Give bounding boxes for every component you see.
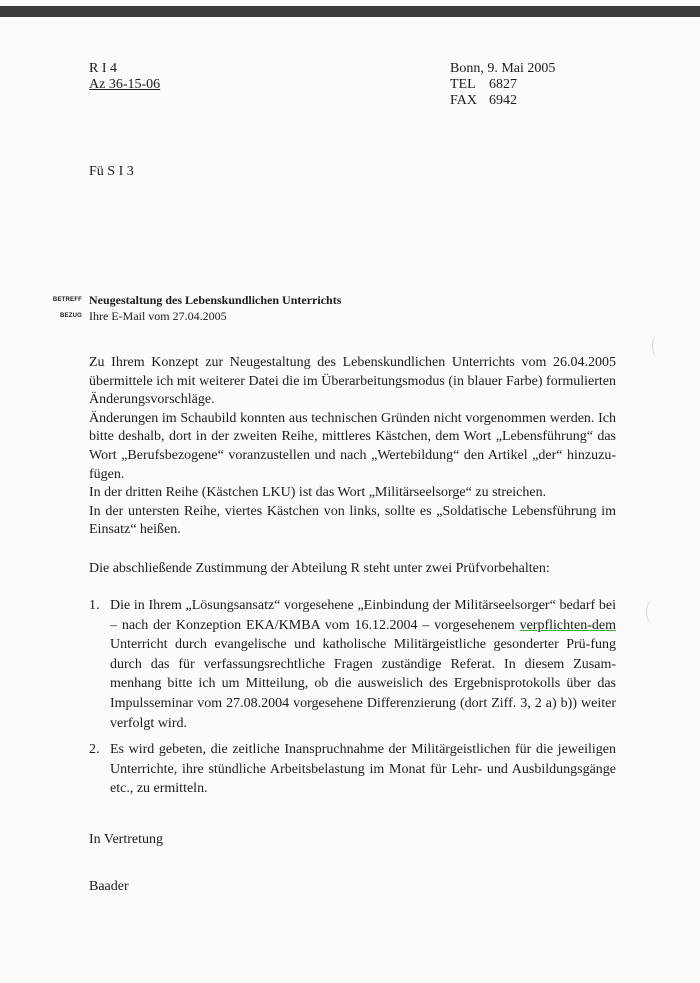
reservation-list-2 <box>89 740 616 799</box>
paragraph-third-row: In der dritten Reihe (Kästchen LKU) ist das Wort „Militärseelsorge“ zu streichen. <box>89 485 547 501</box>
scan-artifact <box>652 335 663 357</box>
scan-artifact <box>646 600 661 624</box>
paragraph-approval: Die abschließende Zustimmung der Abteilung R steht unter zwei Prüfvorbehalten: <box>89 561 550 576</box>
bezug-text: Ihre E-Mail vom 27.04.2005 <box>89 309 227 323</box>
recipient: Fü S I 3 <box>89 164 134 179</box>
tel-label: TEL <box>450 77 476 92</box>
city-date: Bonn, 9. Mai 2005 <box>450 61 556 76</box>
reference-block <box>89 61 160 93</box>
fax-label: FAX <box>450 93 477 108</box>
date-contact-block <box>450 61 555 109</box>
list-number: 2. <box>89 742 100 757</box>
tel-value: 6827 <box>489 77 517 92</box>
list-item <box>89 596 616 733</box>
paragraph-bottom-row: In der untersten Reihe, viertes Kästchen von links, sollte es „Soldatische Lebensführung im Einsatz“ heißen. <box>89 503 616 538</box>
fax-row <box>450 93 555 109</box>
paragraph-intro: Zu Ihrem Konzept zur Neugestaltung des Lebenskundlichen Unterrichts vom 26.04.2005 übermittele ich mit weiterer Datei die im Überarbeitungsmodus (in blauer Farbe) formulierten Änderungsvorschläge. <box>89 355 616 408</box>
paragraph-schaubild: Änderungen im Schaubild konnten aus technischen Gründen nicht vorgenommen werden. Ich bitte deshalb, dort in der zweiten Reihe, mittleres Kästchen, dem Wort „Lebensführung“ das Wort „Berufsbezogene“ voranzustellen und nach „Wertebildung“ den Artikel „der“ hinzuzu-fügen. <box>89 410 616 482</box>
list-text: Es wird gebeten, die zeitliche Inanspruchnahme der Militärgeistlichen für die jeweiligen Unterrichte, ihre stündliche Arbeitsbelastung im Monat für Lehr- und Ausbildungsgänge etc., zu ermitteln. <box>110 742 616 797</box>
top-scan-bar <box>0 6 700 17</box>
reservation-list <box>89 596 616 733</box>
list-text: Die in Ihrem „Lösungsansatz“ vorgesehene „Einbindung der Militärseelsorger“ bedarf bei – nach der Konzeption EKA/KMBA vom 16.12.2004 – vorgesehenem verpflichten-dem Unterricht durch evangelische und katholische Militärgeistliche gesonderter Prü-fung durch das für verfassungsrechtliche Fragen zuständige Referat. In diesem Zusam-menhang bitte ich um Mitteilung, ob die ausweislich des Ergebnisprotokolls über das Impulsseminar vom 27.08.2004 vorgesehene Differenzierung (dort Ziff. 3, 2 a) b)) weiter verfolgt wird. <box>110 598 616 731</box>
betreff-text: Neugestaltung des Lebenskundlichen Unterrichts <box>89 293 342 307</box>
list-number: 1. <box>89 598 100 613</box>
file-reference: Az 36-15-06 <box>89 77 161 92</box>
closing-phrase: In Vertretung <box>89 832 163 847</box>
tel-row <box>450 77 555 93</box>
department-code: R I 4 <box>89 61 117 76</box>
list-item <box>89 740 616 799</box>
bezug-label: BEZUG <box>60 313 82 319</box>
marked-word: verpflichten-dem <box>519 617 616 633</box>
betreff-label: BETREFF <box>52 297 82 303</box>
letter-body <box>89 354 616 540</box>
signatory-name: Baader <box>89 879 129 894</box>
fax-value: 6942 <box>489 93 517 108</box>
